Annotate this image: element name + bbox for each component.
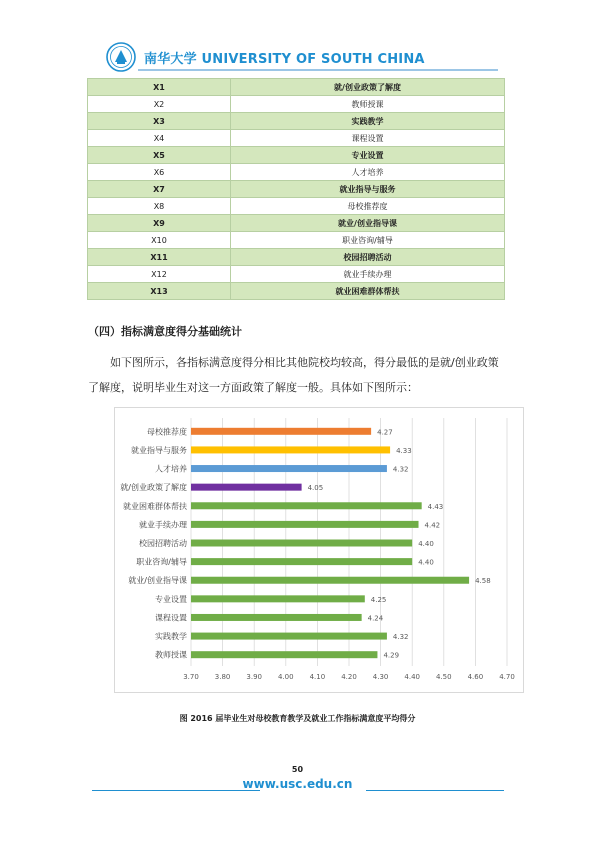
category-label: 母校推荐度 [147,427,187,437]
index-code-cell: X6 [88,164,231,181]
index-code-cell: X13 [88,283,231,300]
index-code-cell: X2 [88,96,231,113]
index-name-cell: 实践教学 [231,113,505,130]
category-label: 就/创业政策了解度 [120,483,187,493]
section-title: （四）指标满意度得分基础统计 [88,325,242,338]
bar [191,540,412,547]
x-tick-label: 4.10 [309,673,326,681]
bar [191,595,365,602]
x-tick-label: 4.00 [278,673,294,681]
data-label: 4.29 [383,651,400,660]
bar [191,502,422,509]
data-label: 4.05 [307,484,324,493]
table-row [88,198,505,215]
chart-svg [115,408,523,692]
page-number: 50 [291,765,304,774]
data-label: 4.33 [396,446,412,455]
bar [191,484,302,491]
x-tick-label: 3.90 [246,673,262,681]
data-label: 4.24 [367,614,384,623]
index-name-cell: 校园招聘活动 [231,249,505,266]
bar [191,446,390,453]
index-name-cell: 就业指导与服务 [231,181,505,198]
index-table [87,78,505,300]
data-label: 4.25 [370,595,387,604]
bar [191,577,469,584]
table-row [88,79,505,96]
index-code-cell: X9 [88,215,231,232]
category-label: 实践教学 [155,632,187,642]
category-label: 人才培养 [155,464,187,474]
x-tick-label: 4.70 [499,673,515,681]
x-tick-label: 4.40 [404,673,420,681]
data-label: 4.58 [475,577,491,586]
category-label: 职业咨询/辅导 [136,557,187,567]
table-row [88,147,505,164]
data-label: 4.27 [377,428,393,437]
index-name-cell: 人才培养 [231,164,505,181]
index-name-cell: 就业困难群体帮扶 [231,283,505,300]
index-name-cell: 就业/创业指导课 [231,215,505,232]
data-label: 4.40 [418,558,434,567]
bar [191,521,419,528]
table-row [88,283,505,300]
footer-url: www.usc.edu.cn [242,777,353,791]
table-row [88,164,505,181]
category-label: 教师授课 [155,650,187,660]
data-label: 4.32 [392,633,409,642]
bar [191,428,371,435]
table-row [88,96,505,113]
index-code-cell: X11 [88,249,231,266]
x-tick-label: 3.70 [183,673,199,681]
header-divider [138,69,498,71]
header-title: 南华大学 UNIVERSITY OF SOUTH CHINA [144,52,425,67]
category-label: 就业手续办理 [139,520,187,530]
index-name-cell: 就/创业政策了解度 [231,79,505,96]
category-label: 专业设置 [155,594,187,604]
category-label: 就业困难群体帮扶 [123,501,187,511]
index-name-cell: 专业设置 [231,147,505,164]
table-row [88,249,505,266]
university-logo-icon [106,42,136,72]
table-row [88,113,505,130]
x-tick-label: 4.30 [372,673,389,681]
category-label: 校园招聘活动 [139,539,187,548]
data-label: 4.42 [424,521,441,530]
table-row [88,215,505,232]
x-tick-label: 4.60 [467,673,484,681]
index-code-cell: X5 [88,147,231,164]
table-row [88,232,505,249]
table-row [88,266,505,283]
table-row [88,181,505,198]
body-paragraph: 如下图所示，各指标满意度得分相比其他院校均较高，得分最低的是就/创业政策了解度，说明毕业生对这一方面政策了解度一般。具体如下图所示： [88,356,499,394]
index-code-cell: X3 [88,113,231,130]
bar [191,465,387,472]
data-label: 4.40 [418,540,434,548]
index-code-cell: X7 [88,181,231,198]
index-name-cell: 职业咨询/辅导 [231,232,505,249]
index-name-cell: 母校推荐度 [231,198,505,215]
category-label: 课程设置 [155,613,187,623]
index-code-cell: X12 [88,266,231,283]
satisfaction-chart [114,407,524,693]
index-code-cell: X1 [88,79,231,96]
category-label: 就业/创业指导课 [128,576,187,586]
category-label: 就业指导与服务 [131,445,187,455]
table-row [88,130,505,147]
data-label: 4.32 [392,465,409,474]
index-code-cell: X10 [88,232,231,249]
bar [191,633,387,640]
index-name-cell: 课程设置 [231,130,505,147]
data-label: 4.43 [427,502,444,511]
index-name-cell: 就业手续办理 [231,266,505,283]
index-code-cell: X4 [88,130,231,147]
bar [191,614,362,621]
index-code-cell: X8 [88,198,231,215]
chart-caption: 图 2016 届毕业生对母校教育教学及就业工作指标满意度平均得分 [179,714,416,723]
x-tick-label: 4.50 [436,673,452,681]
x-tick-label: 3.80 [214,673,231,681]
page-header [106,40,498,74]
bar [191,651,377,658]
x-tick-label: 4.20 [341,673,357,681]
bar [191,558,412,565]
index-name-cell: 教师授课 [231,96,505,113]
